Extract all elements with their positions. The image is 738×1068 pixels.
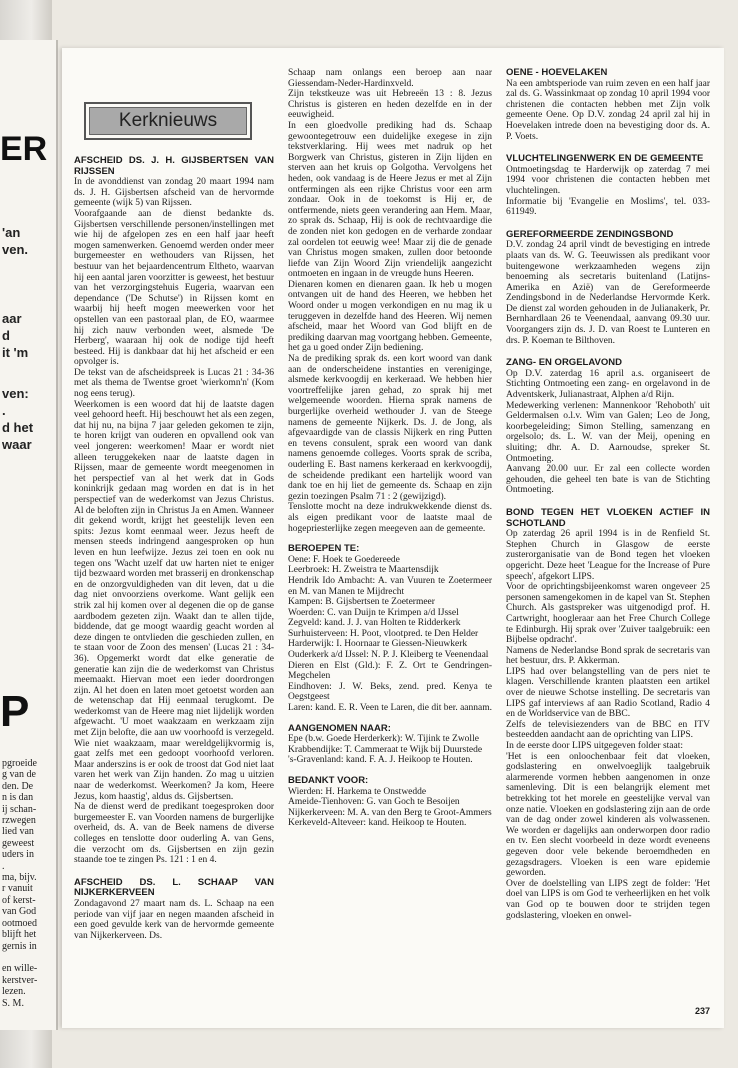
paragraph: Zondagavond 27 maart nam ds. L. Schaap na een periode van vijf jaar en negen maanden afscheid in een goed gevulde kerk van de hervormde gemeente van Nijkerkerveen. Ds. [74, 898, 274, 941]
list-item: Kampen: B. Gijsbertsen te Zoetermeer [288, 597, 435, 608]
paragraph: Aanvang 20.00 uur. Er zal een collecte worden gehouden, die geheel ten bate is van de Stichting Ontmoeting. [506, 464, 710, 496]
paragraph: LIPS had over belangstelling van de pers niet te klagen. Verschillende kranten plaatsten een artikel over de nieuwe Schotse instelling. De secretaris van LIPS gaf interviews af aan Radio Scotland, Radio 4 en de Worldservice van de BBC. [506, 666, 710, 720]
paragraph: Na een ambtsperiode van ruim zeven en een half jaar zal ds. G. Wassinkmaat op zondag 10 april 1994 voor christenen die contacten hebben met Zijn volk gemeente Oene. Op D.V. zondag 24 april zal hij in Hoevelaken intrede doen na bevestiging door ds. A. P. Voets. [506, 78, 710, 142]
list-item: Dieren en Elst (Gld.): F. Z. Ort te Gendringen-Megchelen [288, 660, 492, 682]
paragraph: In een gloedvolle prediking had ds. Schaap gewoontegetrouw een duidelijke exegese in zijn tekstverklaring. Hij wees met nadruk op het Borgwerk van Christus, gisteren in Zijn lijden en sterven aan het kruis op Golgotha. Vervolgens het heden, ook vandaag is de Heere Jezus er met al Zijn ontfermingen als een rijke Christus voor een arm zondaar. Ook in de toekomst is Hij er, de ontfermende, niets geen verandering aan Hem. Maar, zo sprak ds. Schaap, Hij is ook de rechtvaardige die de zonden niet kon gedogen en de verharde zondaar zal oordelen tot eeuwig wee! Maar zij die de genade van Christus mogen smaken, zullen door betoonde liefde van Zijn Woord Zijn vriendelijk aangezicht ontmoeten en ingaan in de vreugde huns Heeren. [288, 120, 492, 280]
list-item: Kerkeveld-Alteveer: kand. Heikoop te Houten. [288, 818, 467, 829]
paragraph: Weerkomen is een woord dat hij de laatste dagen veel gehoord heeft. Hij beschouwt het als een zegen, dat hij nu, na bijna 7 jaar geleden gekomen te zijn, te horen krijgt van ouderen en opvallend ook van veel jongeren: weerkomen! Maar er wordt niet alleen teruggekeken naar de laatste dagen in Rijssen, maar de gemeente wordt meegenomen in het perspectief van al het werk dat in Gods koninkrijk gedaan mag worden en dat is in het perspectief van de wederkomst van Jezus Christus. Al de beloften zijn in Christus Ja en Amen. Wanneer dit gekend wordt, krijgt het geestelijk leven een spits: Jezus komt eenmaal weer. Jezus heeft de mensen steeds indringend aangesproken op hun leven en hun leefwijze. Jezus zei toen en ook nu tegen ons 'Wacht uzelf dat uw harten niet te eniger tijd bezwaard worden met brasserij en dronkenschap en de onzorgvuldigheden van dit leven, dat u die dag niet onvoorziens overkome. Want gelijk een strik zal hij komen over al degenen die op de ganse aardbodem gezeten zijn. Waakt dan te allen tijde, biddende, dat ge moogt waardig geacht worden al deze dingen te ontvlieden die geschieden zullen, en te staan voor de Zoon des mensen' (Lucas 21 : 34-36). Opgemerkt wordt dat elke generatie de generatie kan zijn die de wederkomst van Christus meemaakt. Hiervan moet een ieder doordrongen zijn. Al het doen en laten moet getoetst worden aan de wetenschap dat Hij eenmaal terugkomt. De wederkomst van de Heere mag niet lijdelijk worden afgewacht. 'U moet waakzaam en werkzaam zijn met Zijn belofte, die aan uw voorhoofd is verzegeld. Wie niet waakzaam, maar wereldgelijkvormig is, gaat zelfs met een gedoopt voorhoofd verloren. Maar anderszins is er ook de troost dat God niet laat varen het werk van Zijn handen. Zo mag u uitzien naar de wederkomst. Weerkomen? Ja kom, Heere Jezus, kom haastig', aldus ds. Gijsbertsen. [74, 399, 274, 802]
list-item: Surhuisterveen: H. Poot, vlootpred. te Den Helder [288, 628, 479, 639]
paragraph: Op zaterdag 26 april 1994 is in de Renfield St. Stephen Church in Glasgow de eerste zusterorganisatie van de Bond tegen het vloeken opgericht. Deze heet 'League for the Increase of Pure speech', afgekort LIPS. [506, 529, 710, 582]
paragraph: Medewerking verlenen: Mannenkoor 'Rehoboth' uit Geldermalsen o.l.v. Wim van Galen; Leo de Jong, koorbegeleiding; Simon Stelling, samenzang en orgelsolo; ds. L. W. van der Meij, opening en sluiting; dhr. A. D. Aarnoudse, spreker St. Ontmoeting. [506, 400, 710, 464]
paragraph: Tenslotte mocht na deze indrukwekkende dienst ds. als eigen predikant voor de laatste maal de hogepriesterlijke zegen meegeven aan de gemeente. [288, 502, 492, 534]
column-1 [74, 62, 274, 941]
list-item: Eindhoven: J. W. Beks, zend. pred. Kenya te Oegstgeest [288, 681, 492, 703]
aangenomen-list [288, 734, 492, 766]
list-heading-aangenomen: AANGENOMEN NAAR: [288, 722, 391, 734]
paragraph: D.V. zondag 24 april vindt de bevestiging en intrede plaats van ds. W. G. Teeuwissen als predikant voor buitengewone werkzaamheden wegens zijn benoeming als secretaris buitenland (Latijns-Amerika en Azië) van de Gereformeerde Zendingsbond in de Nederlandse Hervormde Kerk. De dienst zal worden gehouden in de Julianakerk, Pr. Bernhardlaan 26 te Veenendaal, aanvang 09.30 uur. Voorgangers zijn ds. J. D. van Roest te Lunteren en drs. P. Koeman te Bilthoven. [506, 240, 710, 346]
magazine-page [62, 48, 724, 1028]
previous-page-fragment: aar d it 'm [2, 311, 29, 360]
article-heading: AFSCHEID DS. J. H. GIJSBERTSEN VAN RIJSSEN [74, 155, 274, 177]
previous-page-heading-fragment: P [0, 687, 30, 736]
previous-page-text-fragment: pgroeide g van de den. De n is dan ij schan- rzwegen lied van geweest uders in . ma, bijv. r vanuit of kerst- van God ootmoed blijft het gernis in en wille- kerstver- lezen. S. M. [2, 758, 38, 1009]
article-heading: OENE - HOEVELAKEN [506, 67, 608, 78]
paragraph: In de avonddienst van zondag 20 maart 1994 nam ds. J. H. Gijsbertsen afscheid van de hervormde gemeente (wijk 5) van Rijssen. [74, 177, 274, 209]
beroepen-list [288, 555, 492, 714]
list-item: Ameide-Tienhoven: G. van Goch te Besoijen [288, 797, 460, 808]
list-item: Woerden: C. van Duijn te Krimpen a/d IJssel [288, 607, 459, 618]
list-item: Wierden: H. Harkema te Onstwedde [288, 786, 427, 797]
list-item: Leerbroek: H. Zweistra te Maartensdijk [288, 565, 439, 576]
paragraph: Dienaren komen en dienaren gaan. Ik heb u mogen ontvangen uit de hand des Heeren, we hebben het Woord onder u mogen verkondigen en nu mag ik u teruggeven in dezelfde hand des Heeren. Wij nemen afscheid, maar het Woord van God blijft en de prediking daarvan mag voortgang hebben. Gemeente, het ga u goed onder Zijn bediening. [288, 279, 492, 354]
paragraph: De tekst van de afscheidspreek is Lucas 21 : 34-36 met als thema de Twentse groet 'wierkomn'n' (Kom nog eens terug). [74, 367, 274, 400]
list-item: Oene: F. Hoek te Goedereede [288, 554, 400, 565]
paragraph: Na de prediking sprak ds. een kort woord van dank aan de onderscheidene instanties en vereniginge, alsmede kerkvoogdij en kerkeraad. We hebben hier voortreffelijke jaren gehad, zo sprak hij met welgemeende woorden. Hierna sprak namens de burgerlijke overheid wethouder J. van de Steege namens de gemeente Nijkerk. Ds. J. de Jong, als afgevaardigde van de classis Nijkerk en ring Putten en tevens consulent, sprak een woord van dank namens genoemde colleges. Voorts sprak de scriba, ouderling E. Bast namens kerkeraad en kerkvoogdij, de scheidende predikant een hartelijk woord van dank toe en hij liet de gemeente ds. Schaap en zijn gezin toezingen Psalm 71 : 2 (gewijzigd). [288, 354, 492, 502]
section-header: Kerknieuws [89, 107, 247, 135]
previous-page-heading-fragment: ER [0, 130, 48, 168]
list-heading-beroepen: BEROEPEN TE: [288, 543, 360, 555]
section-header-box [84, 102, 252, 140]
paragraph: Informatie bij 'Evangelie en Moslims', tel. 033-611949. [506, 196, 710, 218]
page-number: 237 [694, 1006, 710, 1016]
article-heading: AFSCHEID DS. L. SCHAAP VAN NIJKERKERVEEN [74, 876, 274, 899]
list-item: 's-Gravenland: kand. F. A. J. Heikoop te Houten. [288, 755, 473, 766]
paragraph: Voor de oprichtingsbijeenkomst waren ongeveer 25 personen samengekomen in de kapel van St. Stephen Church. Als gastspreker was uitgenodigd prof. H. Cartwright, hoogleraar aan het Free Church College te Edinburgh. Hij sprak over 'Zuiver taalgebruik: een Bijbelse opdracht'. [506, 582, 710, 646]
previous-page-fragment: ven: . d het waar [2, 386, 34, 452]
list-item: Zegveld: kand. J. J. van Holten te Ridderkerk [288, 618, 461, 629]
paragraph: Op D.V. zaterdag 16 april a.s. organiseert de Stichting Ontmoeting een zang- en orgelavond in de Adventskerk, Julianastraat, Alphen a/d Rijn. [506, 368, 710, 401]
article-heading: VLUCHTELINGENWERK EN DE GEMEENTE [506, 153, 704, 165]
paragraph: Namens de Nederlandse Bond sprak de secretaris van het bestuur, drs. P. Akkerman. [506, 645, 710, 667]
paragraph: Na de dienst werd de predikant toegesproken door burgemeester E. van Voorden namens de burgerlijke overheid, ds. A. van de Beek namens de diverse colleges en tenslotte door ouderling A. van Gens, die verzocht om ds. Gijsbertsen en zijn gezin staande toe te zingen Ps. 121 : 1 en 4. [74, 802, 274, 866]
bedankt-list [288, 787, 492, 829]
paragraph: Ontmoetingsdag te Harderwijk op zaterdag 7 mei 1994 voor christenen die contacten hebben met vluchtelingen. [506, 164, 710, 196]
paragraph: Voorafgaande aan de dienst bedankte ds. Gijsbertsen verschillende personen/instellingen met wie hij de afgelopen zes en een half jaar heeft mogen samenwerken. Genoemd werden onder meer burgemeester en wethouders van Rijssen, het bestuur van het bejaardencentrum Eltheto, waarvan hij een aantal jaren voorzitter is geweest, het bestuur van het verzorgingstehuis Eugeria, waarvan een dependance ('De Schutse') in Rijssen komt en waarbij hij heeft mogen meewerken voor het opstellen van een pastoraal plan, de EO, waarmee hij zich nauw verbonden weet, alsmede 'De Herberg', waaraan hij ook de nodige tijd heeft besteed. Hij is dankbaar dat hij het afscheid er een opvolger is. [74, 208, 274, 368]
paragraph: Zelfs de televisiezenders van de BBC en ITV besteedden aandacht aan de oprichting van LIPS. [506, 719, 710, 741]
paragraph: Over de doelstelling van LIPS zegt de folder: 'Het doel van LIPS is om God te verheerlijken en het volk van God op te bouwen door te strijden tegen godslastering, vloeken en onwel- [506, 878, 710, 921]
list-item: Hendrik Ido Ambacht: A. van Vuuren te Zoetermeer en M. van Manen te Mijdrecht [288, 575, 492, 597]
article-heading: BOND TEGEN HET VLOEKEN ACTIEF IN SCHOTLAND [506, 506, 710, 529]
paragraph: In de eerste door LIPS uitgegeven folder staat: [506, 741, 684, 752]
list-item: Epe (b.w. Goede Herderkerk): W. Tijink te Zwolle [288, 734, 479, 745]
list-item: Krabbendijke: T. Cammeraat te Wijk bij Duurstede [288, 744, 483, 755]
paragraph: Zijn tekstkeuze was uit Hebreeën 13 : 8. Jezus Christus is gisteren en heden dezelfde en in der eeuwigheid. [288, 89, 492, 121]
list-item: Nijkerkerveen: M. A. van den Berg te Groot-Ammers [288, 807, 492, 818]
list-heading-bedankt: BEDANKT VOOR: [288, 775, 369, 786]
paragraph: 'Het is een onloochenbaar feit dat vloeken, godslastering en onwelvoeglijk taalgebruik alarmerende vormen hebben aangenomen in onze samenleving. Dit is een belangrijk element met betrekking tot het morele en geestelijke verval van onze natie. Vloeken en godslastering zijn aan de orde van de dag onder zowel kinderen als volwassenen. We worden er dagelijks aan onderworpen door radio en tv. Een slecht voorbeeld in deze wordt eveneens gegeven door vele bekende beroemdheden en gezagsdragers. Vloeken is een ware epidemie geworden. [506, 751, 710, 879]
previous-page-edge [0, 40, 58, 1030]
column-3 [506, 68, 710, 921]
article-heading: ZANG- EN ORGELAVOND [506, 357, 622, 369]
column-2 [288, 68, 492, 829]
previous-page-fragment: 'an ven. [2, 225, 29, 257]
list-item: Harderwijk: I. Hoornaar te Giessen-Nieuwkerk [288, 639, 468, 650]
article-heading: GEREFORMEERDE ZENDINGSBOND [506, 228, 674, 240]
list-item: Laren: kand. E. R. Veen te Laren, die dit ber. aannam. [288, 703, 492, 714]
paragraph: Schaap nam onlangs een beroep aan naar Giessendam-Neder-Hardinxveld. [288, 68, 492, 89]
list-item: Ouderkerk a/d IJssel: N. P. J. Kleiberg te Veenendaal [288, 650, 489, 661]
